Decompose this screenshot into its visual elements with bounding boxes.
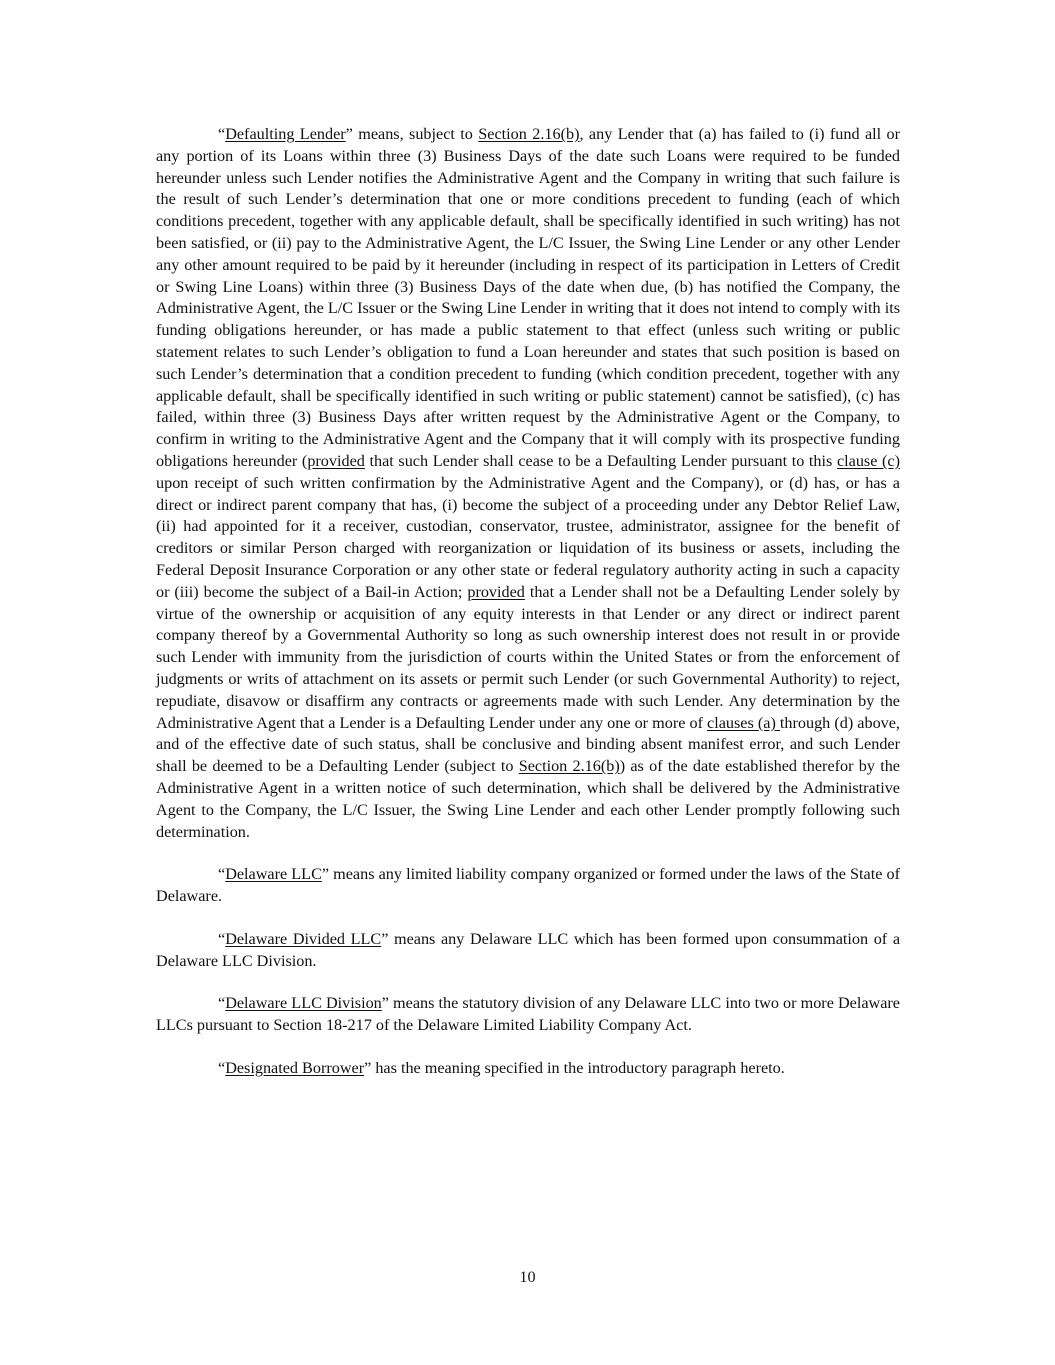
defined-term: Delaware LLC [225,865,322,884]
definition-delaware-divided-llc: “Delaware Divided LLC” means any Delaware LLC which has been formed upon consummation of a Delaware LLC Division. [156,929,901,970]
defined-term: Delaware LLC Division [225,994,382,1013]
defined-term: Delaware Divided LLC [225,929,382,948]
emphasis-provided: provided [467,582,525,601]
page-number: 10 [519,1268,536,1286]
definition-defaulting-lender: “Defaulting Lender” means, subject to Section 2.16(b), any Lender that (a) has failed to (i) fund all or any portion of its Loans within three (3) Business Days of the date such Loans were required to be funded hereunder unless such Lender notifies the Administrative Agent and the Company in writing that such failure is the result of such Lender’s determination that one or more conditions precedent to funding (each of which conditions precedent, together with any applicable default, shall be specifically identified in such writing) has not been satisfied, or (ii) pay to the Administrative Agent, the L/C Issuer, the Swing Line Lender or any other Lender any other amount required to be paid by it hereunder (including in respect of its participation in Letters of Credit or Swing Line Loans) within three (3) Business Days of the date when due, (b) has notified the Company, the Administrative Agent, the L/C Issuer or the Swing Line Lender in writing that it does not intend to comply with its funding obligations hereunder, or has made a public statement to that effect (unless such writing or public statement relates to such Lender’s obligation to fund a Loan hereunder and states that such position is based on such Lender’s determination that a condition precedent to funding (which condition precedent, together with any applicable default, shall be specifically identified in such writing or public statement) cannot be satisfied), (c) has failed, within three (3) Business Days after written request by the Administrative Agent or the Company, to confirm in writing to the Administrative Agent and the Company that it will comply with its prospective funding obligations hereunder (provided that such Lender shall cease to be a Defaulting Lender pursuant to this clause (c) upon receipt of such written confirmation by the Administrative Agent and the Company), or (d) has, or has a direct or indirect parent company that has, (i) become the subject of a proceeding under any Debtor Relief Law, (ii) had appointed for it a receiver, custodian, conservator, trustee, administrator, assignee for the benefit of creditors or similar Person charged with reorganization or liquidation of its business or assets, including the Federal Deposit Insurance Corporation or any other state or federal regulatory authority acting in such a capacity or (iii) become the subject of a Bail-in Action; provided that a Lender shall not be a Defaulting Lender solely by virtue of the ownership or acquisition of any equity interests in that Lender or any direct or indirect parent company thereof by a Governmental Authority so long as such ownership interest does not result in or provide such Lender with immunity from the jurisdiction of courts within the United States or from the enforcement of judgments or writs of attachment on its assets or permit such Lender (or such Governmental Authority) to reject, repudiate, disavow or disaffirm any contracts or agreements made with such Lender. Any determination by the Administrative Agent that a Lender is a Defaulting Lender under any one or more of clauses (a) through (d) above, and of the effective date of such status, shall be conclusive and binding absent manifest error, and such Lender shall be deemed to be a Defaulting Lender (subject to Section 2.16(b)) as of the date established therefor by the Administrative Agent in a written notice of such determination, which shall be delivered by the Administrative Agent to the Company, the L/C Issuer, the Swing Line Lender and each other Lender promptly following such determination. [156,125,901,841]
defined-term: Designated Borrower [225,1059,365,1078]
definition-designated-borrower: “Designated Borrower” has the meaning specified in the introductory paragraph hereto. [218,1059,785,1078]
section-reference: Section 2.16(b) [518,757,620,776]
clause-reference: clauses (a) [707,713,780,732]
document-body [156,124,900,1101]
defined-term: Defaulting Lender [225,125,346,143]
clause-reference: clause (c) [836,451,900,470]
definition-delaware-llc-division: “Delaware LLC Division” means the statutory division of any Delaware LLC into two or more Delaware LLCs pursuant to Section 18-217 of the Delaware Limited Liability Company Act. [156,994,900,1035]
definition-delaware-llc: “Delaware LLC” means any limited liability company organized or formed under the laws of the State of Delaware. [156,865,900,906]
emphasis-provided: provided [307,451,365,470]
section-reference: Section 2.16(b) [478,125,580,143]
